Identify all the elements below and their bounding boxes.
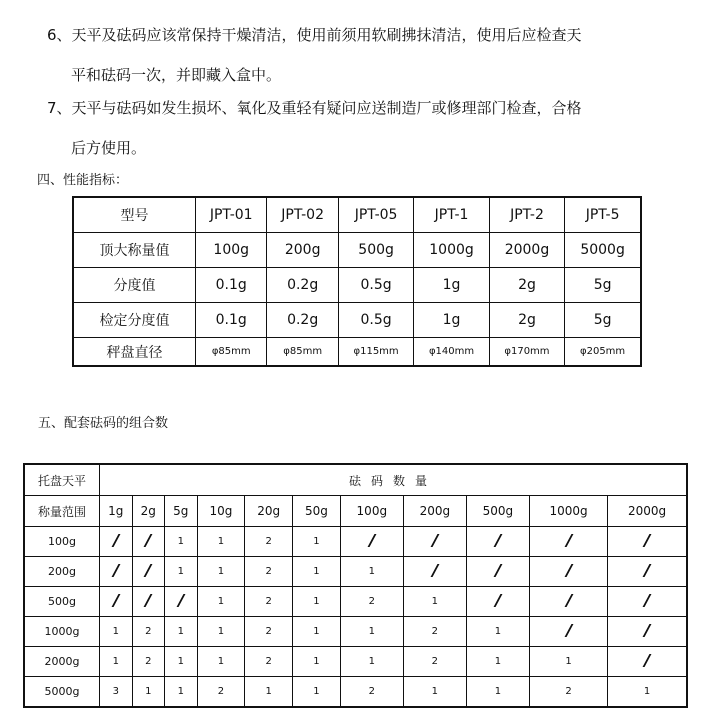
table-row <box>24 647 687 677</box>
table-cell: 1 <box>403 587 466 617</box>
table-cell: φ140mm <box>414 338 489 367</box>
table-cell: 200g <box>267 233 338 268</box>
range-label: 2000g <box>24 647 100 677</box>
slash-mark <box>564 564 573 577</box>
table-cell: 2 <box>403 647 466 677</box>
row-label: 检定分度值 <box>73 303 196 338</box>
table-cell: 0.1g <box>196 303 267 338</box>
table-cell: 2 <box>245 617 293 647</box>
table-cell: 1 <box>197 557 245 587</box>
slash-mark <box>564 594 573 607</box>
table-row <box>24 587 687 617</box>
table-cell <box>608 647 687 677</box>
slash-mark <box>643 654 652 667</box>
slash-mark <box>144 564 153 577</box>
slash-mark <box>493 534 502 547</box>
table-row <box>73 197 641 233</box>
table-cell: 1000g <box>414 233 489 268</box>
slash-mark <box>111 594 120 607</box>
table-cell: 1 <box>197 527 245 557</box>
table-cell <box>100 527 133 557</box>
table-cell: 0.5g <box>338 268 413 303</box>
table-cell: 1g <box>414 303 489 338</box>
model-header-label: 型号 <box>73 197 196 233</box>
table-cell: 2 <box>132 617 165 647</box>
table-cell <box>608 587 687 617</box>
table-cell: φ205mm <box>565 338 641 367</box>
row-label: 分度值 <box>73 268 196 303</box>
table-cell: 1 <box>466 677 529 708</box>
table-cell: 1 <box>100 617 133 647</box>
weight-header: 2g <box>132 496 165 527</box>
slash-mark <box>564 624 573 637</box>
slash-mark <box>643 564 652 577</box>
corner-label-line-1: 托盘天平 <box>24 464 100 496</box>
table-cell <box>403 557 466 587</box>
table-cell: 100g <box>196 233 267 268</box>
table-cell: 500g <box>338 233 413 268</box>
model-header: JPT-2 <box>489 197 564 233</box>
slash-mark <box>493 564 502 577</box>
table-cell: 2 <box>245 527 293 557</box>
table-cell: 1g <box>414 268 489 303</box>
table-cell <box>165 587 198 617</box>
table-cell <box>529 527 607 557</box>
row-label: 顶大称量值 <box>73 233 196 268</box>
table-cell <box>403 527 466 557</box>
table-cell: 2g <box>489 303 564 338</box>
slash-mark <box>111 534 120 547</box>
table-cell: 1 <box>132 677 165 708</box>
weight-header: 500g <box>466 496 529 527</box>
table-cell: 5g <box>565 268 641 303</box>
model-header: JPT-01 <box>196 197 267 233</box>
slash-mark <box>643 594 652 607</box>
slash-mark <box>144 594 153 607</box>
table-cell: φ85mm <box>267 338 338 367</box>
table-cell: 2 <box>245 647 293 677</box>
table-cell: 1 <box>165 527 198 557</box>
table-cell <box>529 557 607 587</box>
range-label: 200g <box>24 557 100 587</box>
table-cell: 1 <box>293 677 341 708</box>
table-row <box>24 527 687 557</box>
model-header: JPT-05 <box>338 197 413 233</box>
table-row <box>24 617 687 647</box>
slash-mark <box>111 564 120 577</box>
paragraph-6-line-2: 平和砝码一次，并即藏入盒中。 <box>71 66 282 84</box>
weight-header: 50g <box>293 496 341 527</box>
table-row <box>73 268 641 303</box>
table-cell: 2 <box>197 677 245 708</box>
table-cell: 1 <box>165 677 198 708</box>
range-label: 5000g <box>24 677 100 708</box>
weight-header: 2000g <box>608 496 687 527</box>
table-cell: 5000g <box>565 233 641 268</box>
table-cell: 2 <box>403 617 466 647</box>
model-header: JPT-5 <box>565 197 641 233</box>
paragraph-6-line-1: 6、天平及砝码应该常保持干燥清洁，使用前须用软刷拂抹清洁，使用后应检查天 <box>47 26 582 44</box>
table-cell: φ170mm <box>489 338 564 367</box>
weight-combination-table <box>23 463 688 708</box>
table-cell: 2g <box>489 268 564 303</box>
model-header: JPT-1 <box>414 197 489 233</box>
slash-mark <box>564 534 573 547</box>
table-cell: 1 <box>165 617 198 647</box>
table-row <box>24 557 687 587</box>
table-cell: 1 <box>466 647 529 677</box>
table-cell <box>132 527 165 557</box>
weight-count-title: 砝码数量 <box>100 464 688 496</box>
range-label: 500g <box>24 587 100 617</box>
weight-header: 5g <box>165 496 198 527</box>
corner-label-line-2: 称量范围 <box>24 496 100 527</box>
table-cell: 1 <box>340 647 403 677</box>
table-row <box>24 496 687 527</box>
table-cell: 2 <box>340 587 403 617</box>
table-cell <box>100 557 133 587</box>
table-cell: 1 <box>100 647 133 677</box>
performance-table <box>72 196 642 367</box>
table-cell: 0.2g <box>267 303 338 338</box>
table-cell: 0.5g <box>338 303 413 338</box>
section-5-title: 五、配套砝码的组合数 <box>38 416 169 431</box>
table-cell <box>132 557 165 587</box>
table-cell: 0.1g <box>196 268 267 303</box>
range-label: 1000g <box>24 617 100 647</box>
table-cell: 1 <box>293 647 341 677</box>
table-row <box>73 338 641 367</box>
table-cell <box>529 587 607 617</box>
table-cell: 1 <box>466 617 529 647</box>
table-cell: 1 <box>340 557 403 587</box>
table-cell <box>340 527 403 557</box>
slash-mark <box>367 534 376 547</box>
table-cell: 2000g <box>489 233 564 268</box>
table-cell: 1 <box>608 677 687 708</box>
paragraph-6 <box>47 15 687 95</box>
slash-mark <box>430 564 439 577</box>
table-cell <box>608 527 687 557</box>
table-cell: 1 <box>340 617 403 647</box>
table-cell: 5g <box>565 303 641 338</box>
table-cell: 1 <box>293 617 341 647</box>
table-row <box>24 464 687 496</box>
table-cell <box>466 557 529 587</box>
table-cell: 1 <box>197 617 245 647</box>
table-cell: 1 <box>197 587 245 617</box>
table-cell: 0.2g <box>267 268 338 303</box>
table-cell: 2 <box>245 587 293 617</box>
weight-header: 1g <box>100 496 133 527</box>
model-header: JPT-02 <box>267 197 338 233</box>
weight-header: 20g <box>245 496 293 527</box>
paragraph-7 <box>47 88 687 168</box>
paragraph-7-line-1: 7、天平与砝码如发生损坏、氧化及重轻有疑问应送制造厂或修理部门检查，合格 <box>47 99 582 117</box>
slash-mark <box>430 534 439 547</box>
table-cell: 1 <box>165 647 198 677</box>
table-cell: 1 <box>403 677 466 708</box>
table-row <box>73 303 641 338</box>
weight-header: 1000g <box>529 496 607 527</box>
weight-header: 10g <box>197 496 245 527</box>
table-row <box>73 233 641 268</box>
range-label: 100g <box>24 527 100 557</box>
weight-header: 100g <box>340 496 403 527</box>
table-cell: 1 <box>293 527 341 557</box>
table-cell: 1 <box>293 557 341 587</box>
slash-mark <box>176 594 185 607</box>
table-cell: 1 <box>529 647 607 677</box>
table-cell: 2 <box>132 647 165 677</box>
table-cell: 3 <box>100 677 133 708</box>
table-cell: φ115mm <box>338 338 413 367</box>
slash-mark <box>493 594 502 607</box>
row-label: 秤盘直径 <box>73 338 196 367</box>
slash-mark <box>144 534 153 547</box>
table-cell <box>608 617 687 647</box>
table-cell <box>466 587 529 617</box>
table-cell: 2 <box>340 677 403 708</box>
table-cell: 2 <box>245 557 293 587</box>
table-cell: 1 <box>197 647 245 677</box>
table-cell: φ85mm <box>196 338 267 367</box>
paragraph-7-line-2: 后方使用。 <box>71 139 147 157</box>
table-row <box>24 677 687 708</box>
section-4-title: 四、性能指标： <box>37 173 129 188</box>
slash-mark <box>643 624 652 637</box>
table-cell <box>100 587 133 617</box>
table-cell <box>608 557 687 587</box>
table-cell <box>132 587 165 617</box>
weight-header: 200g <box>403 496 466 527</box>
table-cell: 1 <box>165 557 198 587</box>
slash-mark <box>643 534 652 547</box>
table-cell: 1 <box>245 677 293 708</box>
table-cell <box>529 617 607 647</box>
table-cell <box>466 527 529 557</box>
table-cell: 1 <box>293 587 341 617</box>
table-cell: 2 <box>529 677 607 708</box>
